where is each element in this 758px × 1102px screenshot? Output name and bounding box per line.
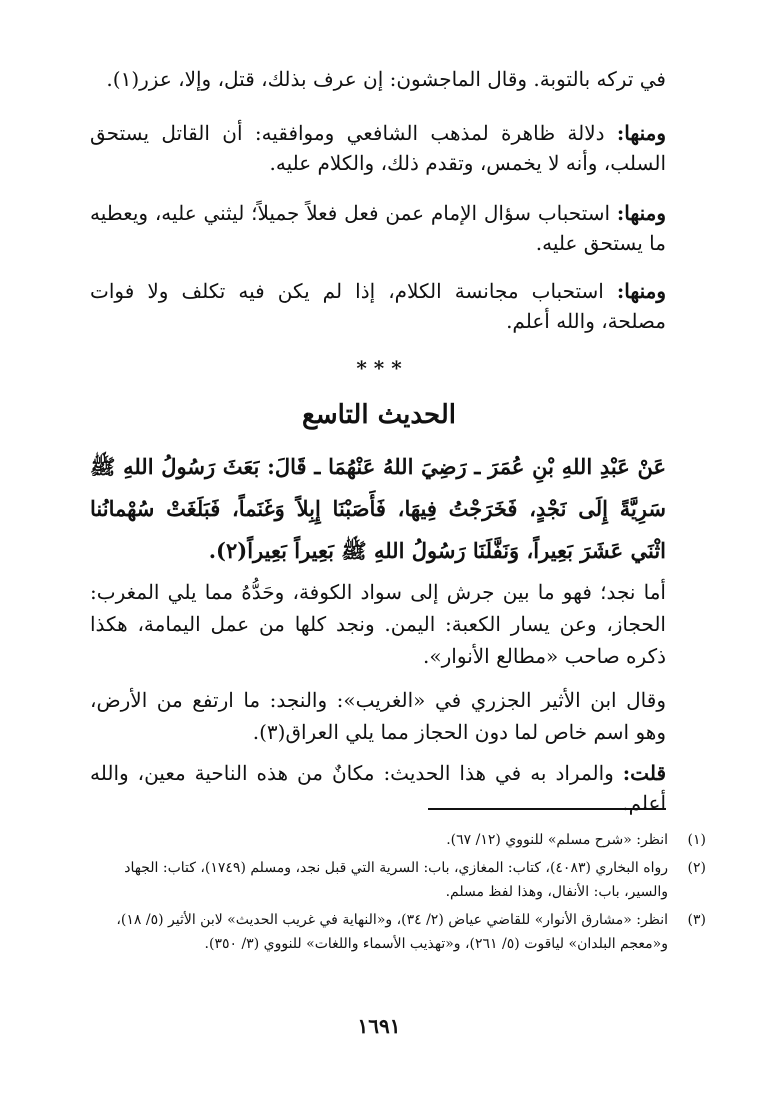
paragraph-4-text: استحباب مجانسة الكلام، إذا لم يكن فيه تكلف ولا فوات مصلحة، والله أعلم.: [90, 279, 666, 333]
footnote-2-number: (٢): [687, 860, 706, 876]
paragraph-2: [90, 118, 666, 178]
paragraph-1: [90, 64, 666, 94]
footnote-1-text: انظر: «شرح مسلم» للنووي (١٢/ ٦٧).: [446, 832, 668, 848]
footnote-3: [80, 908, 706, 956]
paragraph-5-text: أما نجد؛ فهو ما بين جرش إلى سواد الكوفة، وحَدُّهُ مما يلي المغرب: الحجاز، وعن يسار الكعبة: اليمن. ونجد كلها من عمل اليمامة، هكذا ذكره صاحب «مطالع الأنوار».: [90, 580, 666, 668]
paragraph-2-text: دلالة ظاهرة لمذهب الشافعي وموافقيه: أن القاتل يستحق السلب، وأنه لا يخمس، وتقدم ذلك، والكلام عليه.: [90, 121, 666, 175]
footnote-divider: [428, 808, 666, 810]
paragraph-7-text: والمراد به في هذا الحديث: مكانٌ من هذه الناحية معين، والله أعلم.: [90, 761, 666, 815]
hadith-body: عَنْ عَبْدِ اللهِ بْنِ عُمَرَ ـ رَضِيَ اللهُ عَنْهُمَا ـ قَالَ: بَعَثَ رَسُولُ اللهِ ﷺ سَرِيَّةً إِلَى نَجْدٍ، فَخَرَجْتُ فِيهَا، فَأَصَبْنَا إِبِلاً وَغَنَماً، فَبَلَغَتْ سُهْمانُنا اثْنَي عَشَرَ بَعِيراً، وَنَفَّلَنَا رَسُولُ اللهِ ﷺ بَعِيراً بَعِيراً(٢).: [90, 454, 666, 563]
paragraph-2-label: ومنها:: [616, 121, 666, 145]
paragraph-6: [90, 684, 666, 748]
section-title: الحديث التاسع: [302, 400, 456, 430]
paragraph-7-label: قلت:: [622, 761, 666, 785]
paragraph-4-label: ومنها:: [616, 279, 666, 303]
paragraph-3: [90, 198, 666, 258]
footnote-1: [80, 828, 706, 852]
footnote-3-text: انظر: «مشارق الأنوار» للقاضي عياض (٢/ ٣٤)، و«النهاية في غريب الحديث» لابن الأثير (٥/ ١٨)، و«معجم البلدان» لياقوت (٥/ ٢٦١)، و«تهذيب الأسماء واللغات» للنووي (٣/ ٣٥٠).: [116, 912, 668, 952]
section-separator: * * *: [356, 356, 402, 380]
paragraph-1-text: في تركه بالتوبة. وقال الماجشون: إن عرف بذلك، قتل، وإلا، عزر(١).: [106, 67, 666, 91]
paragraph-3-label: ومنها:: [616, 201, 666, 225]
paragraph-6-text: وقال ابن الأثير الجزري في «الغريب»: والنجد: ما ارتفع من الأرض، وهو اسم خاص لما دون الحجاز مما يلي العراق(٣).: [90, 688, 666, 744]
footnote-2-text: رواه البخاري (٤٠٨٣)، كتاب: المغازي، باب: السرية التي قبل نجد، ومسلم (١٧٤٩)، كتاب: الجهاد والسير، باب: الأنفال، وهذا لفظ مسلم.: [124, 860, 668, 900]
paragraph-5: [90, 576, 666, 672]
footnote-3-number: (٣): [687, 912, 706, 928]
page-number: ١٦٩١: [357, 1014, 401, 1038]
paragraph-4: [90, 276, 666, 336]
hadith-text: [90, 446, 666, 572]
paragraph-3-text: استحباب سؤال الإمام عمن فعل فعلاً جميلاً؛ ليثني عليه، ويعطيه ما يستحق عليه.: [90, 201, 666, 255]
footnote-2: [80, 856, 706, 904]
footnote-1-number: (١): [687, 832, 706, 848]
